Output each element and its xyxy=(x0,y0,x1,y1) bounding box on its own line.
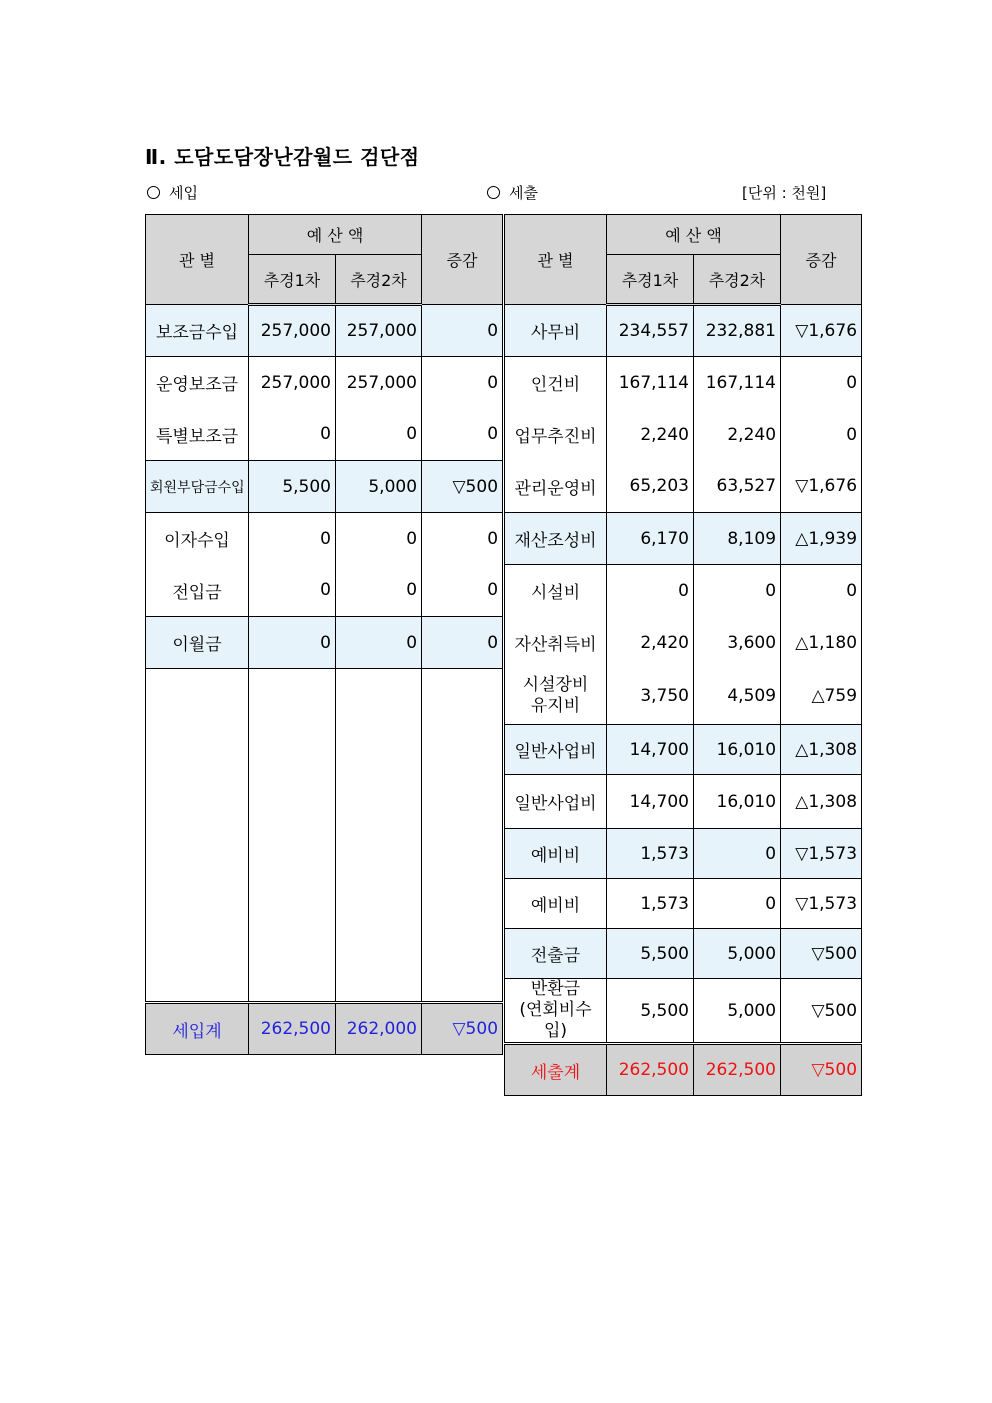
table-row: 회원부담금수입 5,500 5,000 ▽500 xyxy=(146,461,503,513)
income-rev1-header: 추경1차 xyxy=(249,255,336,305)
expense-header-row xyxy=(505,215,862,255)
table-row: 이자수입 0 0 0 xyxy=(146,513,503,565)
table-row: 사무비 234,557 232,881 ▽1,676 xyxy=(505,305,862,357)
table-row: 예비비 1,573 0 ▽1,573 xyxy=(505,829,862,879)
table-row: 시설비 0 0 0 xyxy=(505,565,862,617)
income-change-header: 증감 xyxy=(422,215,503,305)
unit-note: [단위 : 천원] xyxy=(742,184,827,202)
circle-icon xyxy=(487,186,500,199)
expense-rev2-header: 추경2차 xyxy=(694,255,781,305)
table-row: 일반사업비 14,700 16,010 △1,308 xyxy=(505,775,862,829)
table-row: 인건비 167,114 167,114 0 xyxy=(505,357,862,409)
expense-table xyxy=(504,214,862,1096)
income-total-row: 세입계 262,500 262,000 ▽500 xyxy=(146,1003,503,1055)
income-category-header: 관 별 xyxy=(146,215,249,305)
income-table xyxy=(145,214,503,1055)
table-row: 운영보조금 257,000 257,000 0 xyxy=(146,357,503,409)
table-row: 업무추진비 2,240 2,240 0 xyxy=(505,409,862,461)
income-rev2-header: 추경2차 xyxy=(336,255,422,305)
table-row: 예비비 1,573 0 ▽1,573 xyxy=(505,879,862,929)
income-budget-header: 예 산 액 xyxy=(249,215,422,255)
expense-rev1-header: 추경1차 xyxy=(607,255,694,305)
empty-row xyxy=(146,669,503,1003)
table-row: 자산취득비 2,420 3,600 △1,180 xyxy=(505,617,862,669)
table-row: 시설장비 유지비 3,750 4,509 △759 xyxy=(505,669,862,725)
income-header-row xyxy=(146,215,503,255)
page-title: Ⅱ. 도담도담장난감월드 검단점 xyxy=(145,145,420,169)
table-row: 이월금 0 0 0 xyxy=(146,617,503,669)
expense-section-label: 세출 xyxy=(487,182,538,203)
table-row: 일반사업비 14,700 16,010 △1,308 xyxy=(505,725,862,775)
table-row: 보조금수입 257,000 257,000 0 xyxy=(146,305,503,357)
income-section-label: 세입 xyxy=(147,182,198,203)
expense-change-header: 증감 xyxy=(781,215,862,305)
table-row: 반환금 (연회비수입) 5,500 5,000 ▽500 xyxy=(505,979,862,1044)
table-row: 전입금 0 0 0 xyxy=(146,565,503,617)
expense-total-row: 세출계 262,500 262,500 ▽500 xyxy=(505,1044,862,1096)
expense-category-header: 관 별 xyxy=(505,215,607,305)
table-row: 전출금 5,500 5,000 ▽500 xyxy=(505,929,862,979)
table-row: 관리운영비 65,203 63,527 ▽1,676 xyxy=(505,461,862,513)
table-row: 재산조성비 6,170 8,109 △1,939 xyxy=(505,513,862,565)
circle-icon xyxy=(147,186,160,199)
table-row: 특별보조금 0 0 0 xyxy=(146,409,503,461)
expense-budget-header: 예 산 액 xyxy=(607,215,781,255)
